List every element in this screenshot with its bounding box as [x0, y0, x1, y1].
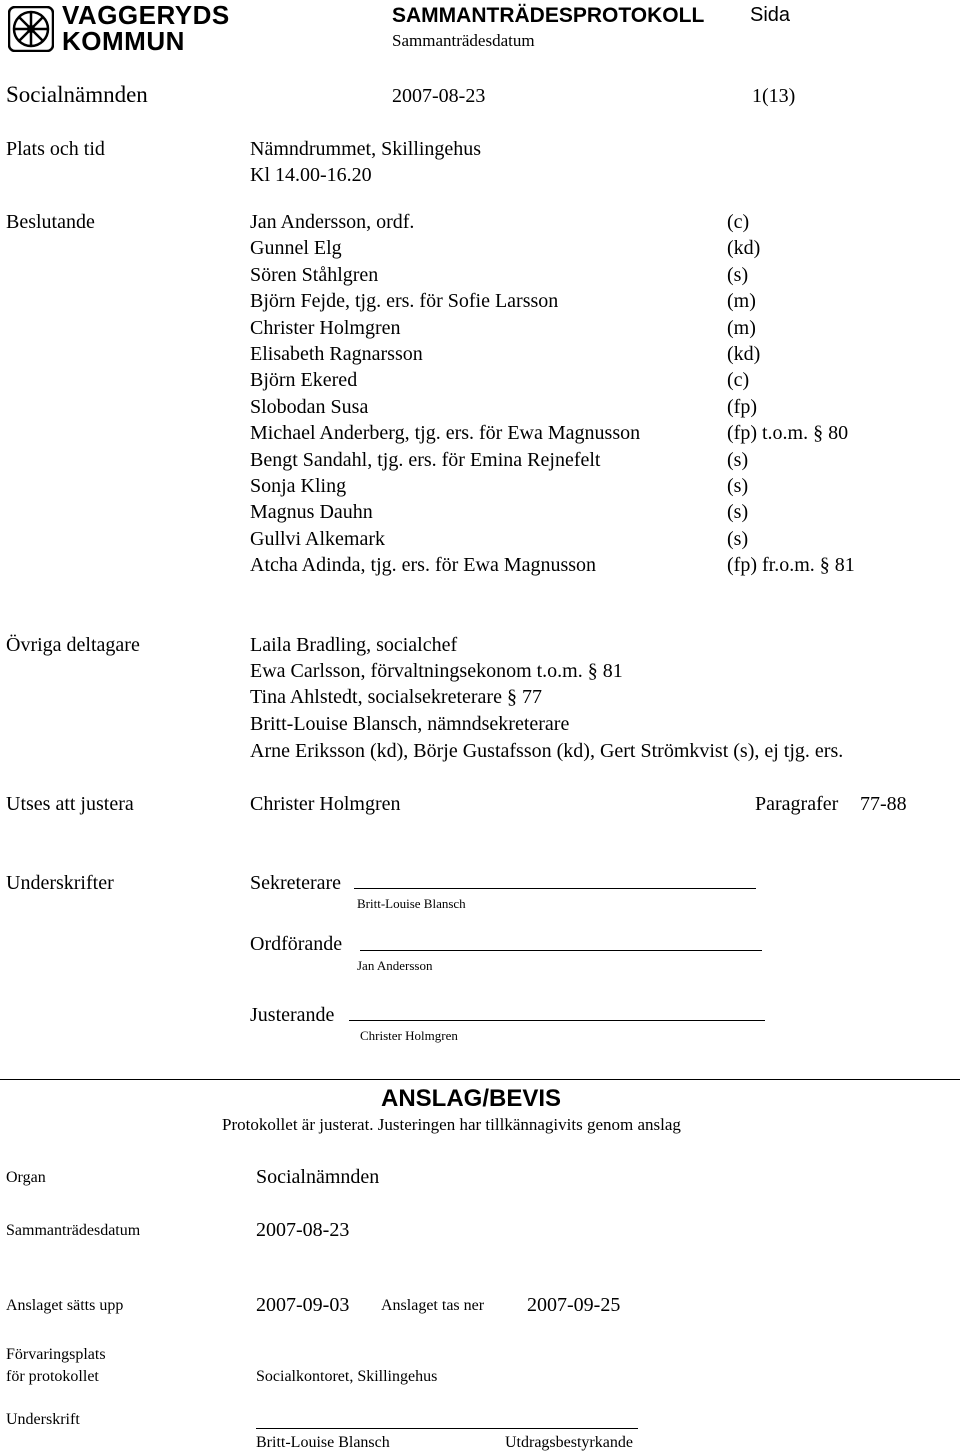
decision-maker-row: [0, 553, 960, 579]
organ-label: Organ: [6, 1169, 46, 1186]
decision-maker-name: Michael Anderberg, tjg. ers. för Ewa Magnusson: [250, 422, 641, 444]
decision-maker-name: Sören Ståhlgren: [250, 264, 379, 286]
adjuster-name: Christer Holmgren: [250, 793, 401, 815]
paragraphs-range: 77-88: [860, 793, 907, 815]
document-title: SAMMANTRÄDESPROTOKOLL: [392, 4, 705, 27]
decision-maker-party: (s): [727, 528, 749, 550]
signature-role-adjuster: Justerande: [250, 1004, 335, 1026]
signature-name-secretary: Britt-Louise Blansch: [357, 896, 466, 911]
decision-maker-row: [0, 342, 960, 368]
decision-maker-name: Bengt Sandahl, tjg. ers. för Emina Rejnefelt: [250, 449, 601, 471]
others-line: Arne Eriksson (kd), Börje Gustafsson (kd), Gert Strömkvist (s), ej tjg. ers.: [250, 740, 844, 762]
decision-maker-name: Björn Ekered: [250, 369, 358, 391]
meeting-date: 2007-08-23: [392, 85, 486, 107]
decision-maker-row: [0, 236, 960, 262]
municipality-logo-icon: [8, 6, 54, 52]
others-line: Laila Bradling, socialchef: [250, 634, 458, 656]
others-line: Britt-Louise Blansch, nämndsekreterare: [250, 713, 570, 735]
decision-maker-name: Elisabeth Ragnarsson: [250, 343, 423, 365]
decision-maker-party: (m): [727, 290, 756, 312]
notice-date: 2007-08-23: [256, 1219, 350, 1241]
decision-maker-name: Gullvi Alkemark: [250, 528, 385, 550]
decision-maker-name: Jan Andersson, ordf.: [250, 211, 415, 233]
logo-line-1: VAGGERYDS: [62, 0, 230, 30]
organ-value: Socialnämnden: [256, 1166, 380, 1188]
notice-sign-name: Britt-Louise Blansch: [256, 1434, 390, 1451]
notice-signature-line: [256, 1428, 638, 1429]
decision-maker-party: (fp) t.o.m. § 80: [727, 422, 849, 444]
decision-maker-party: (s): [727, 501, 749, 523]
place-line-2: Kl 14.00-16.20: [250, 164, 372, 186]
removed-date: 2007-09-25: [527, 1294, 621, 1316]
notice-subtitle: Protokollet är justerat. Justeringen har tillkännagivits genom anslag: [222, 1115, 681, 1134]
decision-maker-party: (fp): [727, 396, 757, 418]
signature-role-secretary: Sekreterare: [250, 872, 342, 894]
place-line-1: Nämndrummet, Skillingehus: [250, 138, 482, 160]
decision-maker-row: [0, 474, 960, 500]
others-label: Övriga deltagare: [6, 634, 140, 656]
notice-date-label: Sammanträdesdatum: [6, 1222, 141, 1239]
storage-value: Socialkontoret, Skillingehus: [256, 1368, 438, 1385]
decision-maker-row: [0, 210, 960, 236]
logo-line-2: KOMMUN: [62, 26, 185, 56]
decision-maker-name: Sonja Kling: [250, 475, 347, 497]
decision-maker-name: Magnus Dauhn: [250, 501, 373, 523]
signature-role-chair: Ordförande: [250, 933, 343, 955]
notice-sign-note: Utdragsbestyrkande: [505, 1434, 633, 1451]
decision-maker-name: Christer Holmgren: [250, 317, 401, 339]
decision-maker-party: (s): [727, 475, 749, 497]
paragraphs-label: Paragrafer: [755, 793, 839, 815]
others-line: Ewa Carlsson, förvaltningsekonom t.o.m. § 81: [250, 660, 623, 682]
signature-name-chair: Jan Andersson: [357, 958, 433, 973]
decision-maker-party: (c): [727, 369, 750, 391]
page-number: 1(13): [752, 85, 796, 107]
signature-line-chair: [360, 950, 762, 951]
posted-date: 2007-09-03: [256, 1294, 350, 1316]
decision-maker-name: Atcha Adinda, tjg. ers. för Ewa Magnusson: [250, 554, 597, 576]
decision-maker-party: (kd): [727, 343, 761, 365]
decision-makers-label: Beslutande: [6, 211, 95, 233]
decision-maker-row: [0, 500, 960, 526]
section-divider: [0, 1079, 960, 1080]
decision-maker-row: [0, 527, 960, 553]
meeting-date-label: Sammanträdesdatum: [392, 31, 535, 50]
decision-maker-party: (c): [727, 211, 750, 233]
decision-maker-row: [0, 289, 960, 315]
signature-line-adjuster: [349, 1020, 765, 1021]
decision-maker-name: Gunnel Elg: [250, 237, 342, 259]
signature-name-adjuster: Christer Holmgren: [360, 1028, 458, 1043]
notice-title: ANSLAG/BEVIS: [381, 1085, 562, 1112]
page-label: Sida: [750, 4, 791, 26]
committee-name: Socialnämnden: [6, 82, 148, 107]
municipality-logo: [62, 2, 230, 54]
decision-maker-name: Björn Fejde, tjg. ers. för Sofie Larsson: [250, 290, 559, 312]
storage-label-1: Förvaringsplats: [6, 1346, 106, 1363]
decision-maker-name: Slobodan Susa: [250, 396, 369, 418]
posted-label: Anslaget sätts upp: [6, 1297, 124, 1314]
decision-maker-row: [0, 395, 960, 421]
decision-maker-row: [0, 421, 960, 447]
decision-maker-row: [0, 263, 960, 289]
decision-maker-party: (fp) fr.o.m. § 81: [727, 554, 855, 576]
sign-label: Underskrift: [6, 1411, 80, 1428]
decision-maker-party: (s): [727, 449, 749, 471]
storage-label-2: för protokollet: [6, 1368, 99, 1385]
adjuster-label: Utses att justera: [6, 793, 134, 815]
others-line: Tina Ahlstedt, socialsekreterare § 77: [250, 686, 542, 708]
place-label: Plats och tid: [6, 138, 105, 160]
decision-maker-row: [0, 448, 960, 474]
decision-maker-row: [0, 316, 960, 342]
decision-maker-row: [0, 368, 960, 394]
signatures-label: Underskrifter: [6, 872, 114, 894]
decision-maker-party: (s): [727, 264, 749, 286]
removed-label: Anslaget tas ner: [381, 1297, 485, 1314]
signature-line-secretary: [354, 888, 756, 889]
decision-maker-party: (kd): [727, 237, 761, 259]
decision-maker-party: (m): [727, 317, 756, 339]
